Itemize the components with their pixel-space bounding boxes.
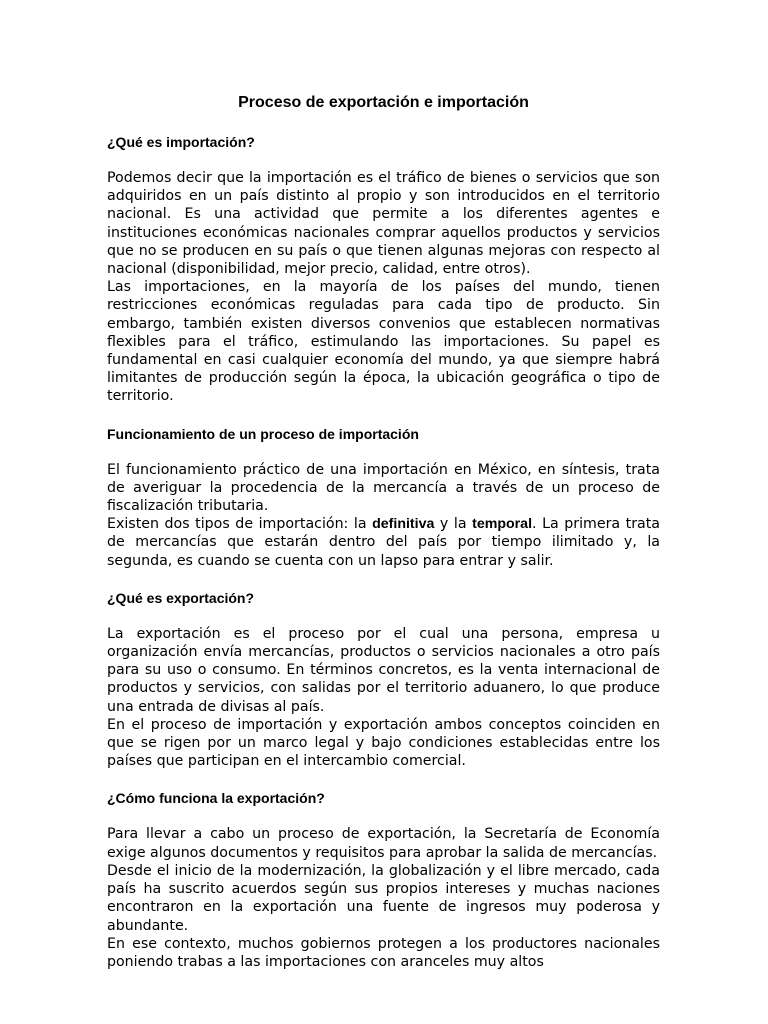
paragraph: La exportación es el proceso por el cual una persona, empresa u organización envía mercancías, productos o servicios nacionales a otro país para su uso o consumo. En términos concretos, es la venta internacional de productos y servicios, con salidas por el territorio aduanero, lo que produce una entrada de divisas al país. — [107, 625, 660, 715]
section-heading: Funcionamiento de un proceso de importación — [107, 425, 419, 442]
text-run: . La primera trata de mercancías que estarán dentro del país por tiempo ilimitado y, la segunda, es cuando se cuenta con un lapso para entrar y salir. — [107, 516, 661, 569]
section-heading: ¿Cómo funciona la exportación? — [107, 790, 325, 807]
paragraph: Desde el inicio de la modernización, la globalización y el libre mercado, cada país ha suscrito acuerdos según sus propios intereses y muchas naciones encontraron en la exportación una fuente de ingresos muy poderosa y abundante. — [107, 862, 660, 934]
section-heading: ¿Qué es exportación? — [107, 589, 255, 606]
paragraph: Para llevar a cabo un proceso de exportación, la Secretaría de Economía exige algunos documentos y requisitos para aprobar la salida de mercancías. — [107, 826, 660, 861]
section-funcionamiento-importacion — [107, 424, 660, 570]
section-que-es-exportacion — [107, 588, 660, 771]
paragraph-import-types — [107, 515, 660, 570]
section-como-funciona-exportacion — [107, 788, 660, 971]
bold-term-definitiva: definitiva — [372, 516, 435, 533]
section-heading: ¿Qué es importación? — [107, 134, 255, 150]
paragraph: En ese contexto, muchos gobiernos protegen a los productores nacionales poniendo trabas a las importaciones con aranceles muy altos — [107, 935, 660, 970]
text-run: y la — [434, 516, 473, 533]
paragraph: Podemos decir que la importación es el tráfico de bienes o servicios que son adquiridos en un país distinto al propio y son introducidos en el territorio nacional. Es una actividad que permite a los diferentes agentes e instituciones económicas nacionales comprar aquellos productos y servicios que no se producen en su país o que tienen algunas mejoras con respecto al nacional (disponibilidad, mejor precio, calidad, entre otros). — [107, 170, 660, 278]
text-run: Existen dos tipos de importación: la — [107, 516, 373, 533]
section-que-es-importacion — [107, 132, 660, 406]
document-title: Proceso de exportación e importación — [238, 94, 529, 111]
document-page — [107, 92, 660, 971]
bold-term-temporal: temporal — [472, 516, 533, 533]
paragraph: El funcionamiento práctico de una importación en México, en síntesis, trata de averiguar la procedencia de la mercancía a través de un proceso de fiscalización tributaria. — [107, 461, 660, 515]
paragraph: En el proceso de importación y exportación ambos conceptos coinciden en que se rigen por un marco legal y bajo condiciones establecidas entre los países que participan en el intercambio comercial. — [107, 716, 660, 770]
paragraph: Las importaciones, en la mayoría de los países del mundo, tienen restricciones económicas reguladas para cada tipo de producto. Sin embargo, también existen diversos convenios que establecen normativas flexibles para el tráfico, estimulando las importaciones. Su papel es fundamental en casi cualquier economía del mundo, ya que siempre habrá limitantes de producción según la época, la ubicación geográfica o tipo de territorio. — [107, 279, 660, 405]
